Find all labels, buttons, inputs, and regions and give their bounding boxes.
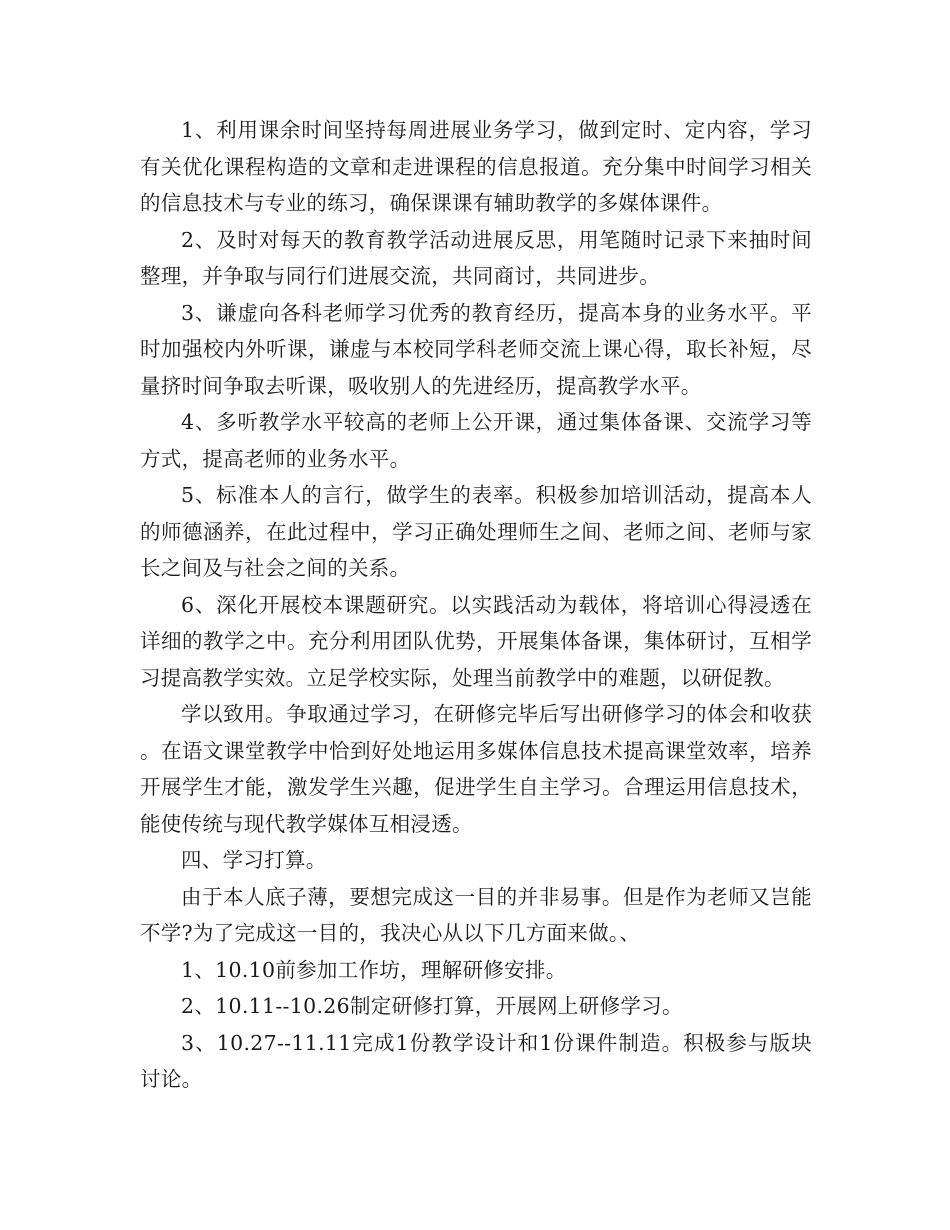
paragraph-item-6: 6、深化开展校本课题研究。以实践活动为载体，将培训心得浸透在详细的教学之中。充分利用团队优势，开展集体备课，集体研讨，互相学习提高教学实效。立足学校实际，处理当前教学中的难题，以研促教。 [140, 592, 812, 690]
plan-item-3: 3、10.27--11.11完成1份教学设计和1份课件制造。积极参与版块讨论。 [140, 1030, 812, 1091]
paragraph-item-4: 4、多听教学水平较高的老师上公开课，通过集体备课、交流学习等方式，提高老师的业务水平。 [140, 410, 812, 471]
paragraph-apply-learning: 学以致用。争取通过学习，在研修完毕后写出研修学习的体会和收获。在语文课堂教学中恰到好处地运用多媒体信息技术提高课堂效率，培养开展学生才能，激发学生兴趣，促进学生自主学习。合理运用信息技术，能使传统与现代教学媒体互相浸透。 [140, 702, 812, 836]
plan-item-1: 1、10.10前参加工作坊，理解研修安排。 [181, 957, 567, 982]
paragraph-item-2: 2、及时对每天的教育教学活动进展反思，用笔随时记录下来抽时间整理，并争取与同行们进展交流，共同商讨，共同进步。 [140, 227, 812, 288]
paragraph-plan-intro: 由于本人底子薄，要想完成这一目的并非易事。但是作为老师又岂能不学?为了完成这一目的，我决心从以下几方面来做。、 [140, 884, 812, 945]
paragraph-item-1: 1、利用课余时间坚持每周进展业务学习，做到定时、定内容，学习有关优化课程构造的文章和走进课程的信息报道。充分集中时间学习相关的信息技术与专业的练习，确保课课有辅助教学的多媒体课件。 [140, 118, 812, 215]
section-heading-study-plan: 四、学习打算。 [181, 848, 327, 872]
paragraph-item-5: 5、标准本人的言行，做学生的表率。积极参加培训活动，提高本人的师德涵养，在此过程中，学习正确处理师生之间、老师之间、老师与家长之间及与社会之间的关系。 [140, 483, 812, 580]
document-page [140, 112, 812, 1098]
plan-item-2: 2、10.11--10.26制定研修打算，开展网上研修学习。 [181, 994, 683, 1018]
paragraph-item-3: 3、谦虚向各科老师学习优秀的教育经历，提高本身的业务水平。平时加强校内外听课，谦虚与本校同学科老师交流上课心得，取长补短，尽量挤时间争取去听课，吸收别人的先进经历，提高教学水平。 [140, 300, 812, 398]
